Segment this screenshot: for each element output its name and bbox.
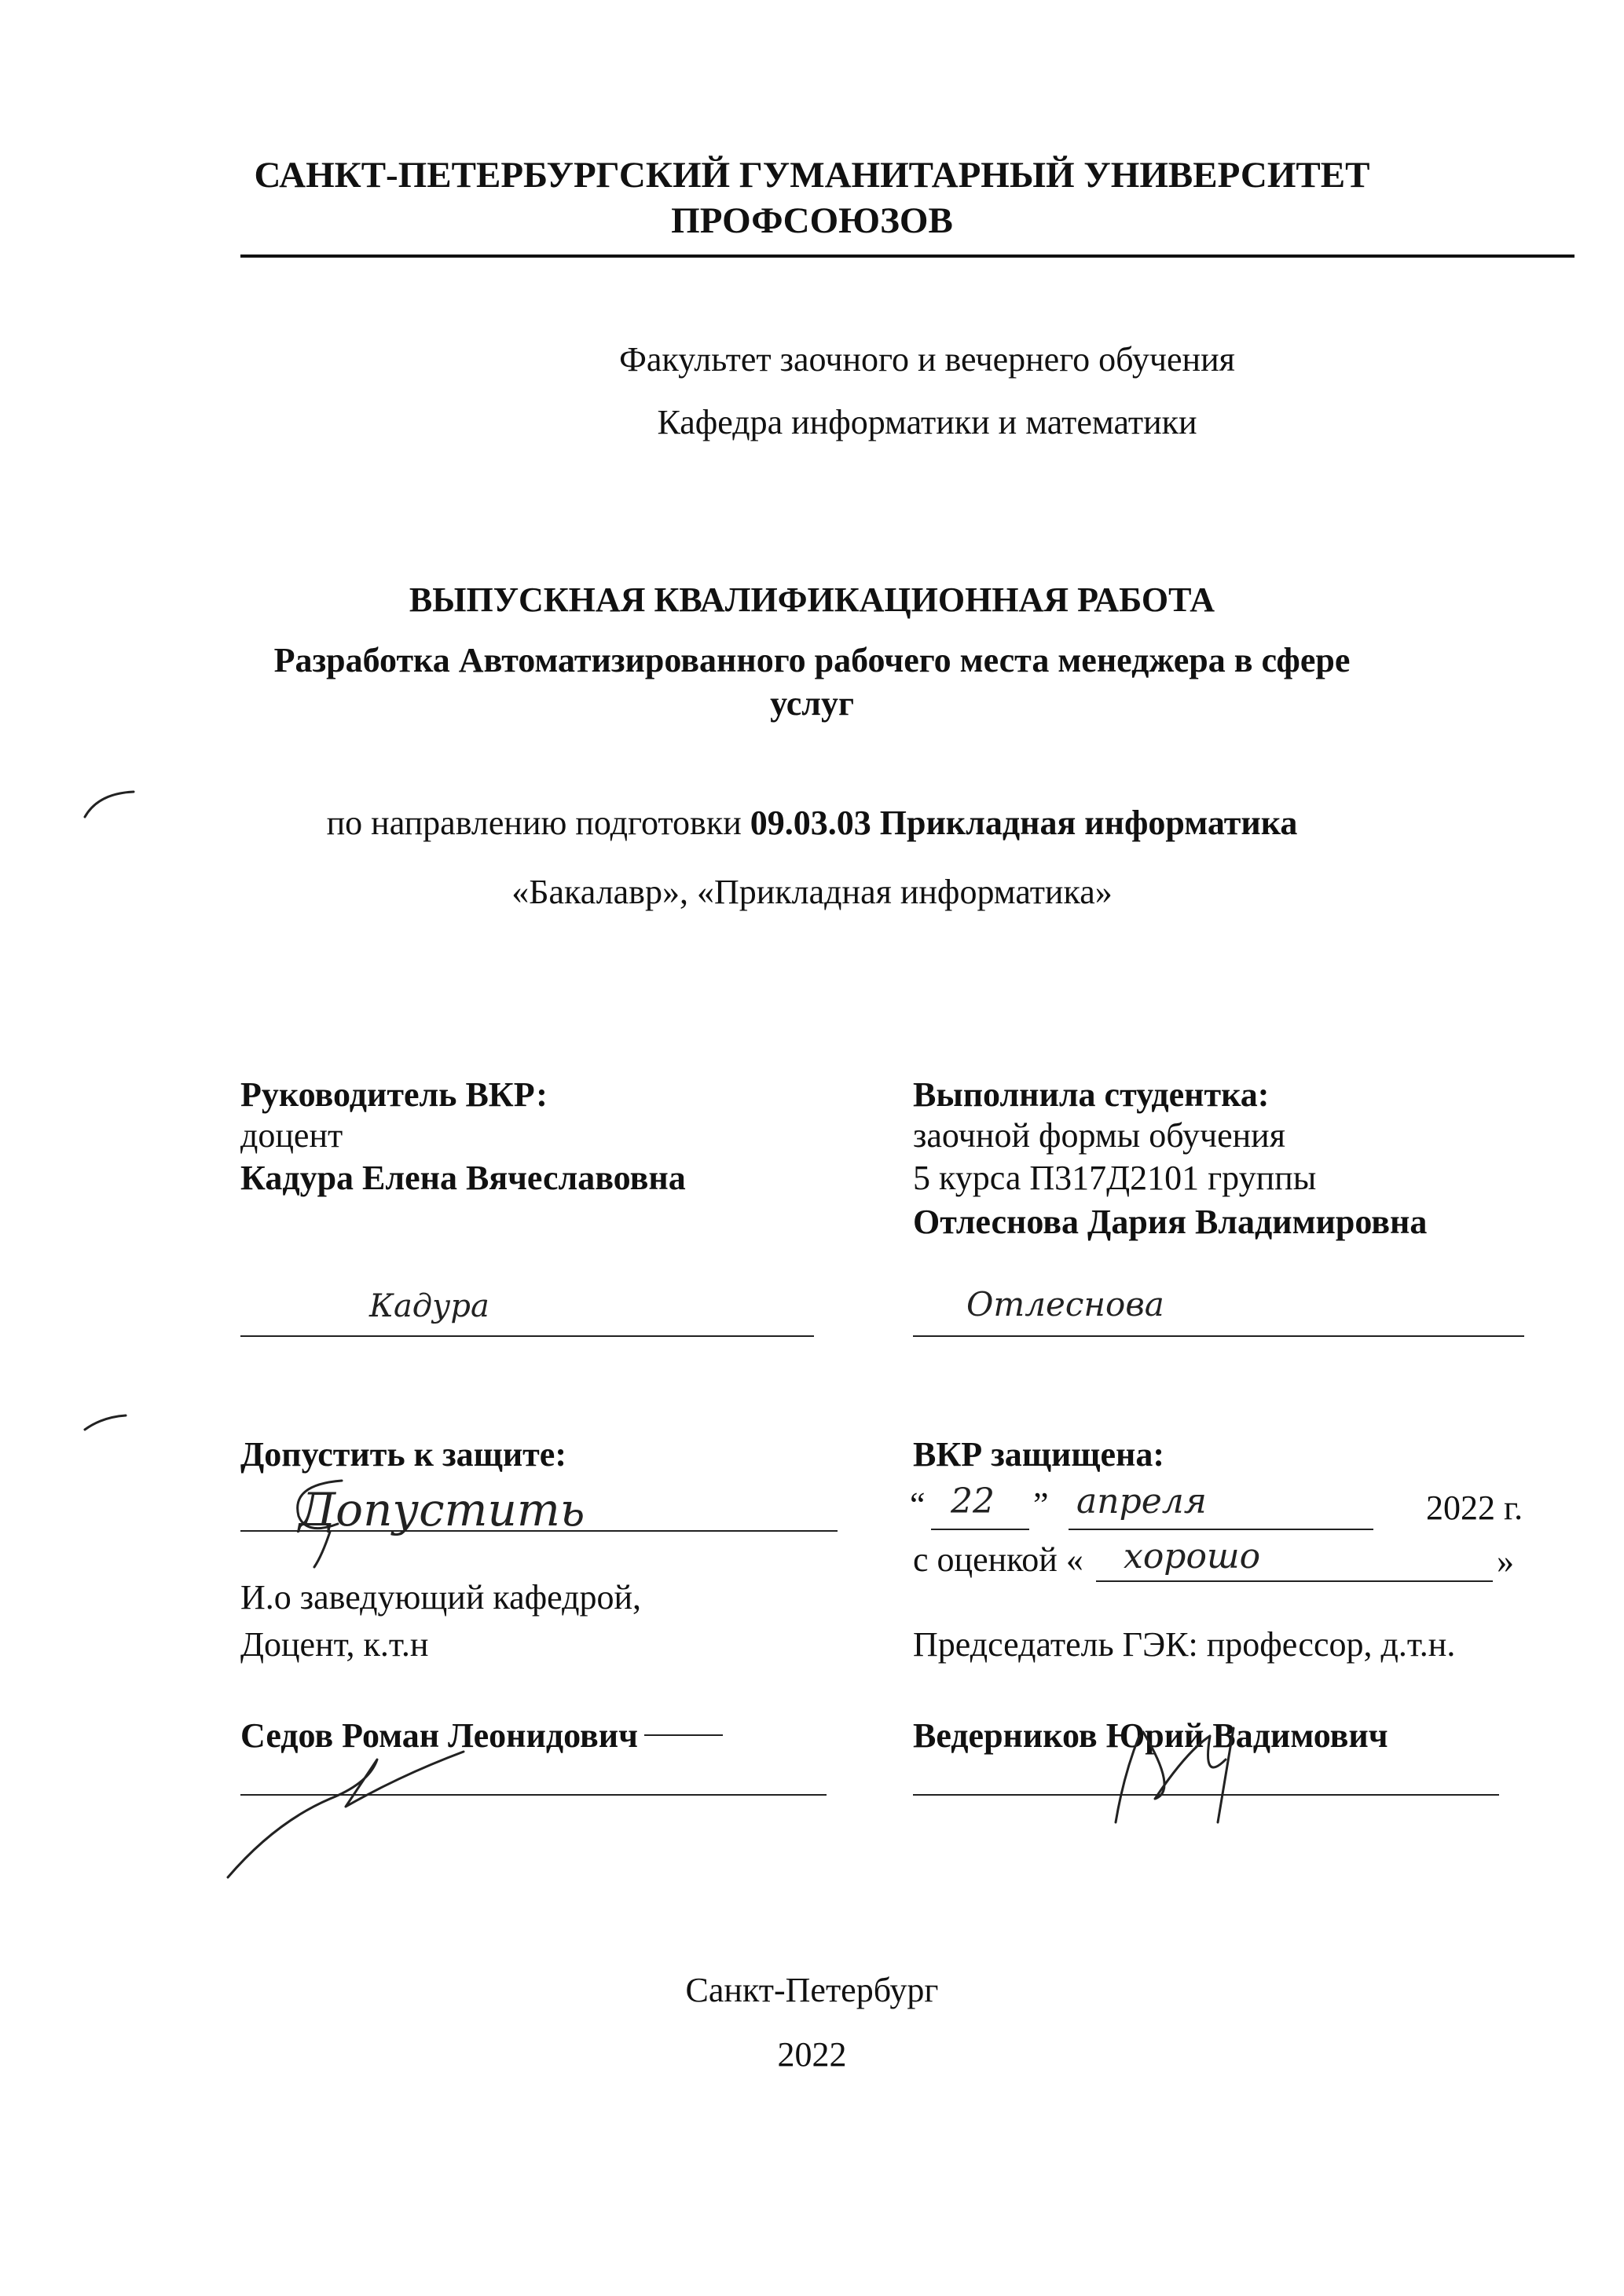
admission-heading: Допустить к защите: (240, 1435, 566, 1474)
admission-role-line2: Доцент, к.т.н (240, 1625, 429, 1664)
defense-year: 2022 г. (1426, 1489, 1523, 1527)
defense-grade-suffix: » (1497, 1542, 1514, 1580)
defense-month-line (1069, 1529, 1373, 1530)
admission-role-line1: И.о заведующий кафедрой, (240, 1578, 642, 1617)
admission-loop-stroke (275, 1469, 369, 1571)
admission-signature (212, 1736, 479, 1893)
work-type-title: ВЫПУСКНАЯ КВАЛИФИКАЦИОННАЯ РАБОТА (409, 580, 1215, 619)
defense-close-quote: ” (1033, 1485, 1049, 1524)
year: 2022 (777, 2035, 847, 2074)
profile: «Бакалавр», «Прикладная информатика» (511, 873, 1113, 911)
direction (0, 803, 1624, 843)
university-name-line2: ПРОФСОЮЗОВ (671, 200, 953, 241)
supervisor-signature: Кадура (369, 1288, 489, 1324)
admission-name: Седов Роман Леонидович (240, 1716, 638, 1755)
direction-code-name: 09.03.03 Прикладная информатика (750, 804, 1298, 842)
student-signature-line (913, 1335, 1524, 1337)
student-group: 5 курса П317Д2101 группы (913, 1159, 1317, 1197)
defense-open-quote: “ (910, 1485, 926, 1524)
department: Кафедра информатики и математики (657, 403, 1197, 441)
scan-mark-bottom (79, 1406, 141, 1437)
defense-day: 22 (951, 1481, 995, 1522)
admission-name-strike (644, 1734, 723, 1736)
scan-mark-top (79, 785, 141, 833)
supervisor-heading: Руководитель ВКР: (240, 1075, 548, 1114)
defense-chair-signature (1069, 1705, 1273, 1838)
defense-heading: ВКР защищена: (913, 1435, 1164, 1474)
faculty: Факультет заочного и вечернего обучения (619, 340, 1235, 379)
defense-grade: хорошо (1124, 1536, 1261, 1576)
topic-line1: Разработка Автоматизированного рабочего места менеджера в сфере (273, 641, 1351, 679)
student-name: Отлеснова Дария Владимировна (913, 1203, 1428, 1241)
defense-day-line (931, 1529, 1029, 1530)
student-signature: Отлеснова (966, 1285, 1164, 1324)
admission-handwritten: Допустить (299, 1483, 585, 1536)
city: Санкт-Петербург (685, 1971, 939, 2009)
defense-grade-line (1096, 1580, 1493, 1582)
student-heading: Выполнила студентка: (913, 1075, 1270, 1114)
supervisor-name: Кадура Елена Вячеславовна (240, 1159, 686, 1197)
defense-chair-label: Председатель ГЭК: профессор, д.т.н. (913, 1625, 1456, 1664)
defense-chair-name: Ведерников Юрий Вадимович (913, 1716, 1388, 1755)
university-name-line1: САНКТ-ПЕТЕРБУРГСКИЙ ГУМАНИТАРНЫЙ УНИВЕРСИТЕТ (254, 155, 1370, 196)
student-form: заочной формы обучения (913, 1116, 1285, 1155)
supervisor-position: доцент (240, 1116, 343, 1155)
topic-line2: услуг (770, 684, 854, 723)
direction-prefix: по направлению подготовки (326, 804, 750, 842)
defense-month: апреля (1076, 1481, 1207, 1522)
supervisor-signature-line (240, 1335, 814, 1337)
header-rule (240, 255, 1575, 258)
defense-grade-prefix: с оценкой « (913, 1540, 1083, 1579)
